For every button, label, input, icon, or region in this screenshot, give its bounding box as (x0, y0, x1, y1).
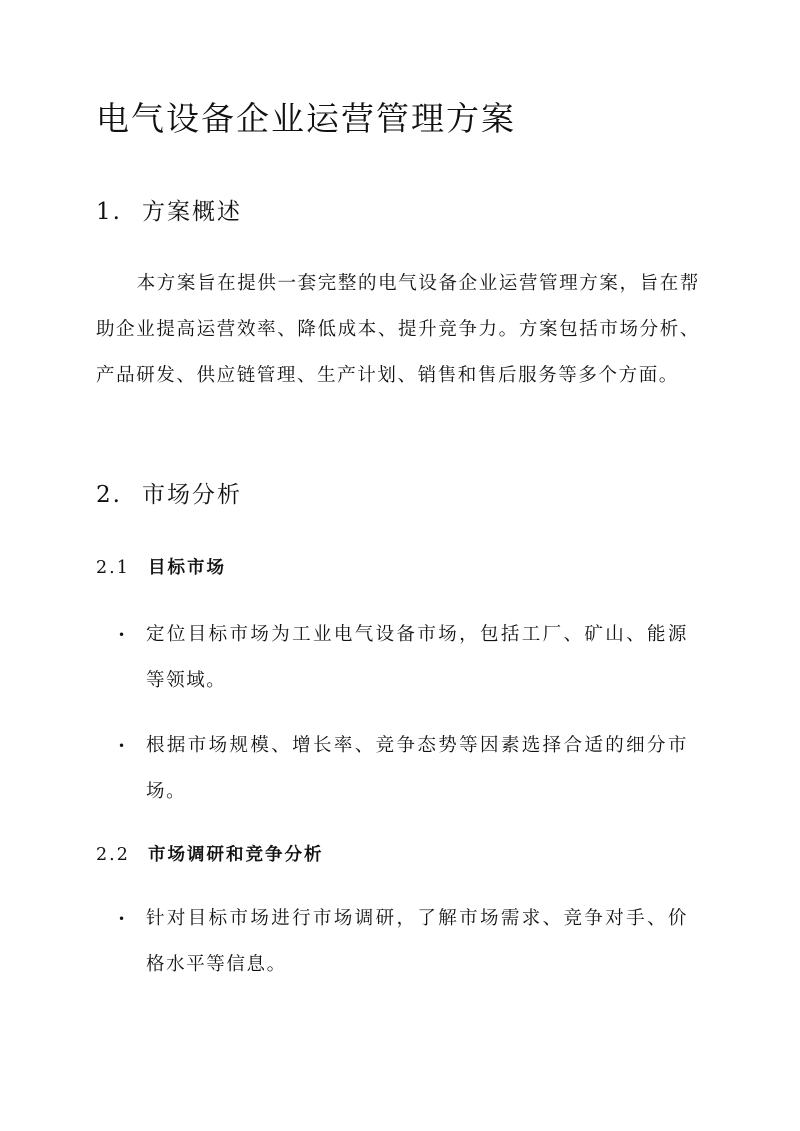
list-item-text: 针对目标市场进行市场调研，了解市场需求、竞争对手、价格水平等信息。 (146, 908, 688, 975)
subsection-2-1-number: 2.1 (96, 558, 130, 578)
subsection-2-1-title: 目标市场 (148, 558, 226, 578)
section-2-number: 2. (96, 482, 122, 508)
subsection-2-2-heading (96, 842, 324, 868)
section-2-title: 市场分析 (142, 482, 242, 508)
bullet-icon: • (118, 912, 126, 926)
section-1-title: 方案概述 (142, 199, 242, 225)
bullet-icon: • (118, 739, 126, 753)
section-2-heading (96, 479, 242, 511)
document-title: 电气设备企业运营管理方案 (96, 99, 516, 138)
list-item-text: 根据市场规模、增长率、竞争态势等因素选择合适的细分市场。 (146, 735, 688, 802)
subsection-2-1-heading (96, 555, 226, 581)
subsection-2-2-number: 2.2 (96, 845, 130, 865)
list-item-text: 定位目标市场为工业电气设备市场，包括工厂、矿山、能源等领域。 (146, 624, 688, 691)
section-1-heading (96, 196, 242, 228)
bullet-icon: • (118, 628, 126, 642)
list-item (118, 896, 688, 988)
section-1-number: 1. (96, 199, 122, 225)
section-1-paragraph: 本方案旨在提供一套完整的电气设备企业运营管理方案，旨在帮助企业提高运营效率、降低成本、提升竞争力。方案包括市场分析、产品研发、供应链管理、生产计划、销售和售后服务等多个方面。 (96, 273, 700, 386)
subsection-2-2-title: 市场调研和竞争分析 (148, 845, 324, 865)
list-item (118, 612, 688, 704)
list-item (118, 723, 688, 815)
